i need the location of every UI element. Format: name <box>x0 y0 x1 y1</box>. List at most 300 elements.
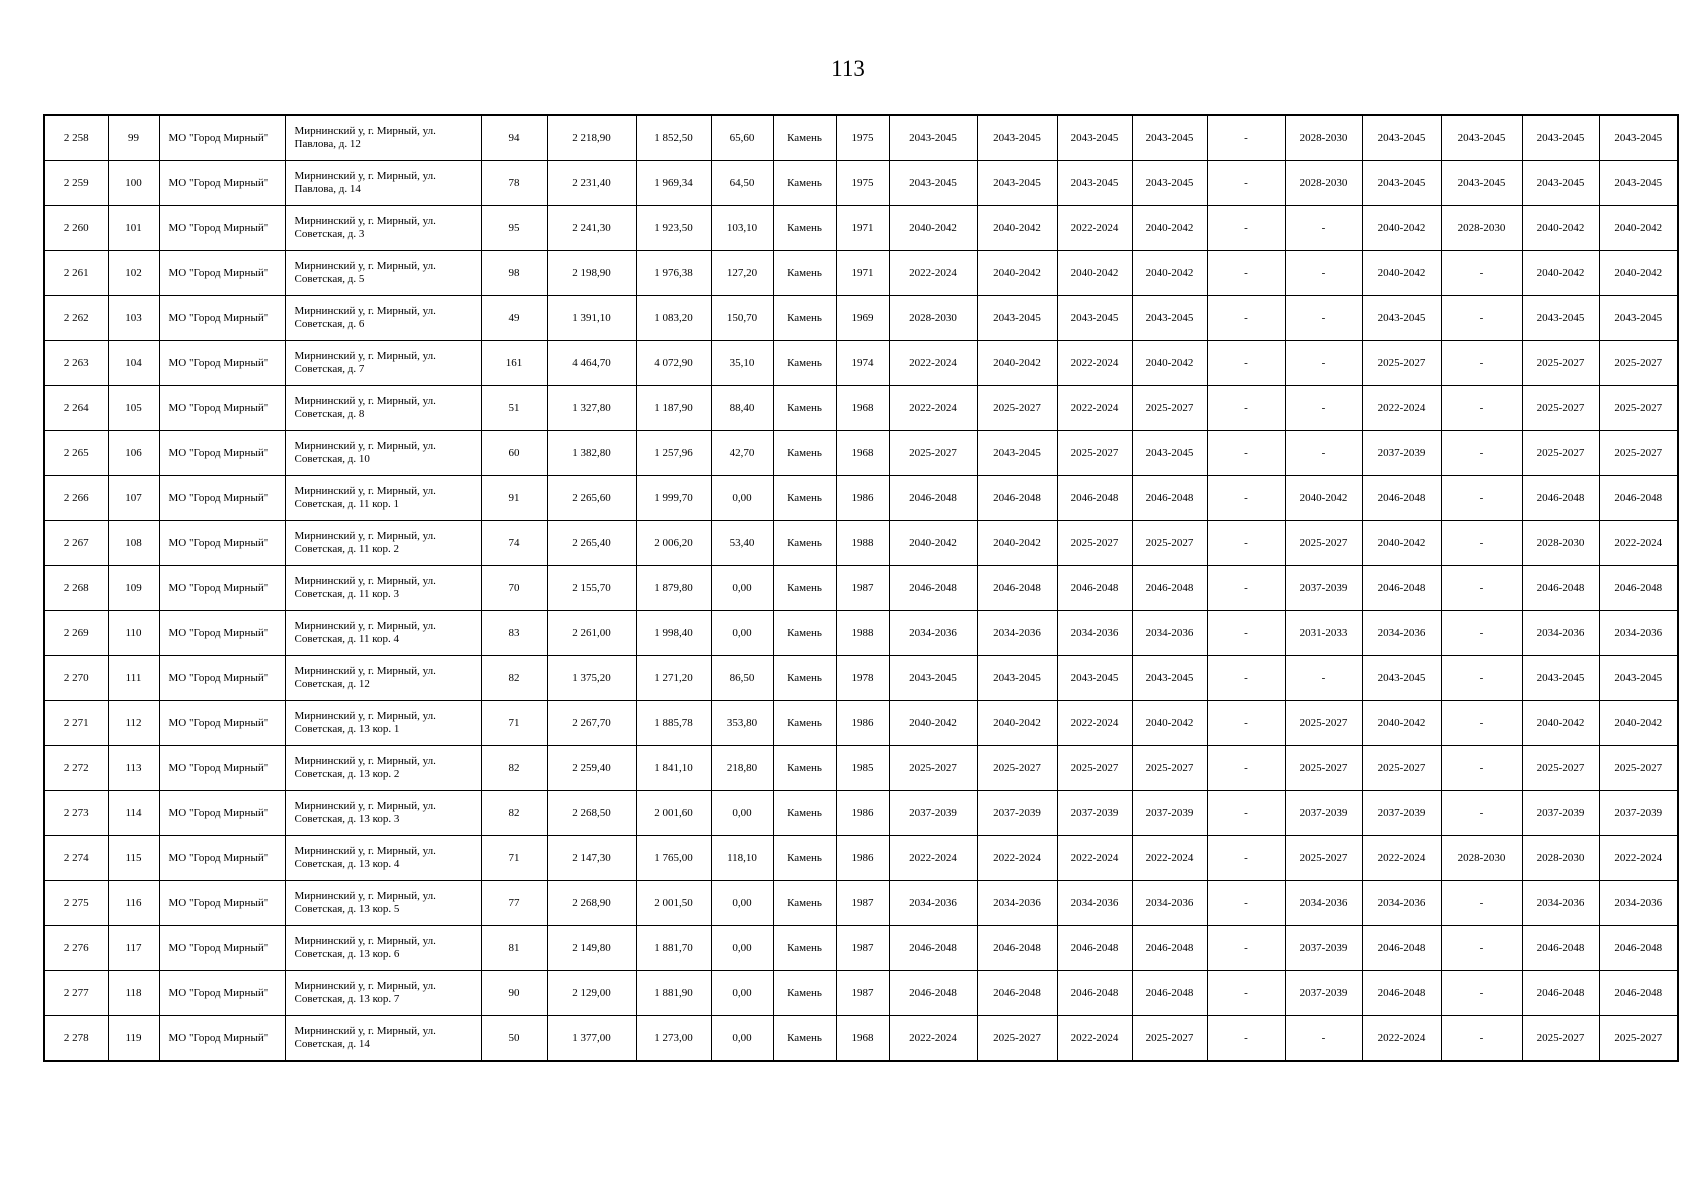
address-cell: Мирнинский у, г. Мирный, ул. Советская, д. 8 <box>285 386 481 431</box>
nonresidential-area-cell: 0,00 <box>711 926 773 971</box>
engineering-systems-period-cell: 2046-2048 <box>1132 926 1207 971</box>
address-cell: Мирнинский у, г. Мирный, ул. Павлова, д. 12 <box>285 115 481 161</box>
heat-metering-period-cell: - <box>1285 1016 1362 1062</box>
water-supply-period-cell: 2028-2030 <box>1522 836 1599 881</box>
foundation-repair-period-cell: 2043-2045 <box>1057 296 1132 341</box>
commissioning-year-cell: 1986 <box>836 791 889 836</box>
item-number-cell: 112 <box>108 701 159 746</box>
heat-metering-period-cell: - <box>1285 386 1362 431</box>
facade-repair-period-cell: 2025-2027 <box>977 746 1057 791</box>
residents-count-cell: 81 <box>481 926 547 971</box>
electrical-period-cell: 2034-2036 <box>1362 611 1441 656</box>
roof-repair-period-cell: 2028-2030 <box>889 296 977 341</box>
elevator-period-cell: - <box>1207 566 1285 611</box>
sewerage-period-cell: 2025-2027 <box>1599 1016 1678 1062</box>
total-area-cell: 2 267,70 <box>547 701 636 746</box>
facade-repair-period-cell: 2046-2048 <box>977 566 1057 611</box>
gas-period-cell: - <box>1441 971 1522 1016</box>
item-number-cell: 115 <box>108 836 159 881</box>
commissioning-year-cell: 1987 <box>836 971 889 1016</box>
total-area-cell: 2 149,80 <box>547 926 636 971</box>
registry-number-cell: 2 261 <box>44 251 108 296</box>
electrical-period-cell: 2043-2045 <box>1362 656 1441 701</box>
item-number-cell: 105 <box>108 386 159 431</box>
water-supply-period-cell: 2028-2030 <box>1522 521 1599 566</box>
nonresidential-area-cell: 88,40 <box>711 386 773 431</box>
commissioning-year-cell: 1986 <box>836 701 889 746</box>
gas-period-cell: - <box>1441 431 1522 476</box>
foundation-repair-period-cell: 2046-2048 <box>1057 926 1132 971</box>
residents-count-cell: 82 <box>481 656 547 701</box>
engineering-systems-period-cell: 2040-2042 <box>1132 206 1207 251</box>
wall-material-cell: Камень <box>773 341 836 386</box>
table-row <box>44 926 1678 971</box>
electrical-period-cell: 2046-2048 <box>1362 926 1441 971</box>
water-supply-period-cell: 2043-2045 <box>1522 656 1599 701</box>
engineering-systems-period-cell: 2046-2048 <box>1132 476 1207 521</box>
heat-metering-period-cell: - <box>1285 296 1362 341</box>
elevator-period-cell: - <box>1207 836 1285 881</box>
nonresidential-area-cell: 0,00 <box>711 611 773 656</box>
residents-count-cell: 71 <box>481 701 547 746</box>
sewerage-period-cell: 2040-2042 <box>1599 251 1678 296</box>
foundation-repair-period-cell: 2037-2039 <box>1057 791 1132 836</box>
residents-count-cell: 82 <box>481 791 547 836</box>
heat-metering-period-cell: 2037-2039 <box>1285 566 1362 611</box>
electrical-period-cell: 2022-2024 <box>1362 386 1441 431</box>
total-area-cell: 2 241,30 <box>547 206 636 251</box>
wall-material-cell: Камень <box>773 656 836 701</box>
registry-number-cell: 2 277 <box>44 971 108 1016</box>
commissioning-year-cell: 1968 <box>836 386 889 431</box>
registry-number-cell: 2 259 <box>44 161 108 206</box>
gas-period-cell: 2043-2045 <box>1441 161 1522 206</box>
table-row <box>44 611 1678 656</box>
heat-metering-period-cell: - <box>1285 206 1362 251</box>
nonresidential-area-cell: 118,10 <box>711 836 773 881</box>
registry-number-cell: 2 273 <box>44 791 108 836</box>
table-row <box>44 881 1678 926</box>
municipality-cell: МО "Город Мирный" <box>159 881 285 926</box>
total-area-cell: 2 198,90 <box>547 251 636 296</box>
heat-metering-period-cell: 2037-2039 <box>1285 926 1362 971</box>
sewerage-period-cell: 2043-2045 <box>1599 296 1678 341</box>
municipality-cell: МО "Город Мирный" <box>159 791 285 836</box>
total-area-cell: 2 268,90 <box>547 881 636 926</box>
residents-count-cell: 60 <box>481 431 547 476</box>
nonresidential-area-cell: 103,10 <box>711 206 773 251</box>
facade-repair-period-cell: 2046-2048 <box>977 476 1057 521</box>
water-supply-period-cell: 2025-2027 <box>1522 746 1599 791</box>
roof-repair-period-cell: 2040-2042 <box>889 206 977 251</box>
commissioning-year-cell: 1987 <box>836 881 889 926</box>
living-area-cell: 2 001,60 <box>636 791 711 836</box>
table-row <box>44 656 1678 701</box>
municipality-cell: МО "Город Мирный" <box>159 206 285 251</box>
residents-count-cell: 71 <box>481 836 547 881</box>
housing-register-table <box>43 114 1679 1062</box>
water-supply-period-cell: 2040-2042 <box>1522 701 1599 746</box>
roof-repair-period-cell: 2022-2024 <box>889 386 977 431</box>
roof-repair-period-cell: 2046-2048 <box>889 926 977 971</box>
foundation-repair-period-cell: 2040-2042 <box>1057 251 1132 296</box>
electrical-period-cell: 2046-2048 <box>1362 566 1441 611</box>
elevator-period-cell: - <box>1207 611 1285 656</box>
item-number-cell: 104 <box>108 341 159 386</box>
sewerage-period-cell: 2043-2045 <box>1599 115 1678 161</box>
sewerage-period-cell: 2046-2048 <box>1599 476 1678 521</box>
wall-material-cell: Камень <box>773 161 836 206</box>
commissioning-year-cell: 1987 <box>836 926 889 971</box>
living-area-cell: 1 257,96 <box>636 431 711 476</box>
gas-period-cell: - <box>1441 566 1522 611</box>
item-number-cell: 119 <box>108 1016 159 1062</box>
water-supply-period-cell: 2040-2042 <box>1522 251 1599 296</box>
item-number-cell: 114 <box>108 791 159 836</box>
wall-material-cell: Камень <box>773 386 836 431</box>
address-cell: Мирнинский у, г. Мирный, ул. Советская, д. 11 кор. 3 <box>285 566 481 611</box>
total-area-cell: 1 391,10 <box>547 296 636 341</box>
nonresidential-area-cell: 0,00 <box>711 1016 773 1062</box>
municipality-cell: МО "Город Мирный" <box>159 971 285 1016</box>
heat-metering-period-cell: 2037-2039 <box>1285 971 1362 1016</box>
living-area-cell: 1 852,50 <box>636 115 711 161</box>
nonresidential-area-cell: 42,70 <box>711 431 773 476</box>
registry-number-cell: 2 263 <box>44 341 108 386</box>
facade-repair-period-cell: 2037-2039 <box>977 791 1057 836</box>
registry-number-cell: 2 258 <box>44 115 108 161</box>
electrical-period-cell: 2034-2036 <box>1362 881 1441 926</box>
foundation-repair-period-cell: 2025-2027 <box>1057 521 1132 566</box>
living-area-cell: 1 879,80 <box>636 566 711 611</box>
elevator-period-cell: - <box>1207 386 1285 431</box>
address-cell: Мирнинский у, г. Мирный, ул. Советская, д. 13 кор. 3 <box>285 791 481 836</box>
address-cell: Мирнинский у, г. Мирный, ул. Советская, д. 13 кор. 6 <box>285 926 481 971</box>
wall-material-cell: Камень <box>773 476 836 521</box>
living-area-cell: 1 841,10 <box>636 746 711 791</box>
engineering-systems-period-cell: 2034-2036 <box>1132 881 1207 926</box>
sewerage-period-cell: 2022-2024 <box>1599 521 1678 566</box>
total-area-cell: 1 377,00 <box>547 1016 636 1062</box>
living-area-cell: 2 006,20 <box>636 521 711 566</box>
engineering-systems-period-cell: 2034-2036 <box>1132 611 1207 656</box>
item-number-cell: 106 <box>108 431 159 476</box>
electrical-period-cell: 2025-2027 <box>1362 341 1441 386</box>
elevator-period-cell: - <box>1207 656 1285 701</box>
living-area-cell: 1 885,78 <box>636 701 711 746</box>
sewerage-period-cell: 2025-2027 <box>1599 431 1678 476</box>
total-area-cell: 2 265,60 <box>547 476 636 521</box>
water-supply-period-cell: 2043-2045 <box>1522 296 1599 341</box>
roof-repair-period-cell: 2040-2042 <box>889 521 977 566</box>
facade-repair-period-cell: 2043-2045 <box>977 115 1057 161</box>
item-number-cell: 107 <box>108 476 159 521</box>
facade-repair-period-cell: 2040-2042 <box>977 206 1057 251</box>
wall-material-cell: Камень <box>773 296 836 341</box>
elevator-period-cell: - <box>1207 206 1285 251</box>
total-area-cell: 1 382,80 <box>547 431 636 476</box>
heat-metering-period-cell: 2025-2027 <box>1285 746 1362 791</box>
facade-repair-period-cell: 2025-2027 <box>977 1016 1057 1062</box>
wall-material-cell: Камень <box>773 881 836 926</box>
elevator-period-cell: - <box>1207 881 1285 926</box>
address-cell: Мирнинский у, г. Мирный, ул. Советская, д. 11 кор. 4 <box>285 611 481 656</box>
heat-metering-period-cell: - <box>1285 251 1362 296</box>
roof-repair-period-cell: 2046-2048 <box>889 476 977 521</box>
engineering-systems-period-cell: 2043-2045 <box>1132 656 1207 701</box>
roof-repair-period-cell: 2034-2036 <box>889 881 977 926</box>
gas-period-cell: - <box>1441 386 1522 431</box>
table-row <box>44 566 1678 611</box>
gas-period-cell: - <box>1441 881 1522 926</box>
address-cell: Мирнинский у, г. Мирный, ул. Советская, д. 11 кор. 1 <box>285 476 481 521</box>
table-row <box>44 386 1678 431</box>
facade-repair-period-cell: 2034-2036 <box>977 611 1057 656</box>
commissioning-year-cell: 1969 <box>836 296 889 341</box>
electrical-period-cell: 2040-2042 <box>1362 701 1441 746</box>
heat-metering-period-cell: 2025-2027 <box>1285 836 1362 881</box>
heat-metering-period-cell: - <box>1285 341 1362 386</box>
nonresidential-area-cell: 0,00 <box>711 476 773 521</box>
table-row <box>44 431 1678 476</box>
engineering-systems-period-cell: 2022-2024 <box>1132 836 1207 881</box>
address-cell: Мирнинский у, г. Мирный, ул. Советская, д. 12 <box>285 656 481 701</box>
total-area-cell: 2 259,40 <box>547 746 636 791</box>
wall-material-cell: Камень <box>773 611 836 656</box>
table-row <box>44 115 1678 161</box>
living-area-cell: 1 083,20 <box>636 296 711 341</box>
facade-repair-period-cell: 2043-2045 <box>977 656 1057 701</box>
foundation-repair-period-cell: 2022-2024 <box>1057 341 1132 386</box>
gas-period-cell: - <box>1441 791 1522 836</box>
engineering-systems-period-cell: 2043-2045 <box>1132 115 1207 161</box>
commissioning-year-cell: 1987 <box>836 566 889 611</box>
gas-period-cell: - <box>1441 701 1522 746</box>
residents-count-cell: 82 <box>481 746 547 791</box>
gas-period-cell: - <box>1441 1016 1522 1062</box>
item-number-cell: 118 <box>108 971 159 1016</box>
commissioning-year-cell: 1971 <box>836 251 889 296</box>
residents-count-cell: 50 <box>481 1016 547 1062</box>
nonresidential-area-cell: 127,20 <box>711 251 773 296</box>
table-row <box>44 521 1678 566</box>
foundation-repair-period-cell: 2022-2024 <box>1057 1016 1132 1062</box>
living-area-cell: 1 999,70 <box>636 476 711 521</box>
residents-count-cell: 161 <box>481 341 547 386</box>
municipality-cell: МО "Город Мирный" <box>159 341 285 386</box>
total-area-cell: 2 231,40 <box>547 161 636 206</box>
wall-material-cell: Камень <box>773 791 836 836</box>
elevator-period-cell: - <box>1207 1016 1285 1062</box>
address-cell: Мирнинский у, г. Мирный, ул. Советская, д. 13 кор. 4 <box>285 836 481 881</box>
registry-number-cell: 2 270 <box>44 656 108 701</box>
residents-count-cell: 70 <box>481 566 547 611</box>
registry-number-cell: 2 271 <box>44 701 108 746</box>
registry-number-cell: 2 264 <box>44 386 108 431</box>
elevator-period-cell: - <box>1207 521 1285 566</box>
engineering-systems-period-cell: 2025-2027 <box>1132 1016 1207 1062</box>
sewerage-period-cell: 2034-2036 <box>1599 611 1678 656</box>
nonresidential-area-cell: 0,00 <box>711 971 773 1016</box>
residents-count-cell: 51 <box>481 386 547 431</box>
item-number-cell: 113 <box>108 746 159 791</box>
address-cell: Мирнинский у, г. Мирный, ул. Советская, д. 3 <box>285 206 481 251</box>
facade-repair-period-cell: 2040-2042 <box>977 701 1057 746</box>
residents-count-cell: 78 <box>481 161 547 206</box>
table-body <box>44 115 1678 1061</box>
page-number: 113 <box>831 56 865 81</box>
nonresidential-area-cell: 64,50 <box>711 161 773 206</box>
address-cell: Мирнинский у, г. Мирный, ул. Советская, д. 13 кор. 5 <box>285 881 481 926</box>
municipality-cell: МО "Город Мирный" <box>159 476 285 521</box>
living-area-cell: 1 273,00 <box>636 1016 711 1062</box>
sewerage-period-cell: 2040-2042 <box>1599 206 1678 251</box>
heat-metering-period-cell: 2037-2039 <box>1285 791 1362 836</box>
gas-period-cell: 2043-2045 <box>1441 115 1522 161</box>
sewerage-period-cell: 2046-2048 <box>1599 566 1678 611</box>
total-area-cell: 2 261,00 <box>547 611 636 656</box>
living-area-cell: 4 072,90 <box>636 341 711 386</box>
residents-count-cell: 77 <box>481 881 547 926</box>
elevator-period-cell: - <box>1207 296 1285 341</box>
commissioning-year-cell: 1968 <box>836 431 889 476</box>
roof-repair-period-cell: 2043-2045 <box>889 656 977 701</box>
item-number-cell: 102 <box>108 251 159 296</box>
facade-repair-period-cell: 2043-2045 <box>977 161 1057 206</box>
facade-repair-period-cell: 2040-2042 <box>977 521 1057 566</box>
water-supply-period-cell: 2043-2045 <box>1522 161 1599 206</box>
municipality-cell: МО "Город Мирный" <box>159 521 285 566</box>
roof-repair-period-cell: 2022-2024 <box>889 1016 977 1062</box>
municipality-cell: МО "Город Мирный" <box>159 566 285 611</box>
facade-repair-period-cell: 2043-2045 <box>977 431 1057 476</box>
item-number-cell: 103 <box>108 296 159 341</box>
roof-repair-period-cell: 2034-2036 <box>889 611 977 656</box>
elevator-period-cell: - <box>1207 251 1285 296</box>
nonresidential-area-cell: 0,00 <box>711 566 773 611</box>
municipality-cell: МО "Город Мирный" <box>159 836 285 881</box>
water-supply-period-cell: 2034-2036 <box>1522 881 1599 926</box>
living-area-cell: 1 881,90 <box>636 971 711 1016</box>
electrical-period-cell: 2040-2042 <box>1362 206 1441 251</box>
living-area-cell: 1 765,00 <box>636 836 711 881</box>
roof-repair-period-cell: 2043-2045 <box>889 115 977 161</box>
heat-metering-period-cell: 2028-2030 <box>1285 115 1362 161</box>
total-area-cell: 2 129,00 <box>547 971 636 1016</box>
living-area-cell: 1 976,38 <box>636 251 711 296</box>
roof-repair-period-cell: 2022-2024 <box>889 341 977 386</box>
nonresidential-area-cell: 353,80 <box>711 701 773 746</box>
table-row <box>44 296 1678 341</box>
address-cell: Мирнинский у, г. Мирный, ул. Советская, д. 10 <box>285 431 481 476</box>
total-area-cell: 4 464,70 <box>547 341 636 386</box>
elevator-period-cell: - <box>1207 926 1285 971</box>
wall-material-cell: Камень <box>773 431 836 476</box>
electrical-period-cell: 2040-2042 <box>1362 251 1441 296</box>
table-row <box>44 206 1678 251</box>
roof-repair-period-cell: 2043-2045 <box>889 161 977 206</box>
residents-count-cell: 91 <box>481 476 547 521</box>
commissioning-year-cell: 1986 <box>836 476 889 521</box>
gas-period-cell: - <box>1441 341 1522 386</box>
electrical-period-cell: 2043-2045 <box>1362 161 1441 206</box>
table-row <box>44 971 1678 1016</box>
item-number-cell: 108 <box>108 521 159 566</box>
table-row <box>44 341 1678 386</box>
wall-material-cell: Камень <box>773 206 836 251</box>
total-area-cell: 1 375,20 <box>547 656 636 701</box>
facade-repair-period-cell: 2046-2048 <box>977 926 1057 971</box>
elevator-period-cell: - <box>1207 476 1285 521</box>
engineering-systems-period-cell: 2025-2027 <box>1132 386 1207 431</box>
registry-number-cell: 2 278 <box>44 1016 108 1062</box>
table-row <box>44 701 1678 746</box>
electrical-period-cell: 2046-2048 <box>1362 971 1441 1016</box>
facade-repair-period-cell: 2046-2048 <box>977 971 1057 1016</box>
living-area-cell: 1 969,34 <box>636 161 711 206</box>
heat-metering-period-cell: - <box>1285 656 1362 701</box>
nonresidential-area-cell: 0,00 <box>711 881 773 926</box>
municipality-cell: МО "Город Мирный" <box>159 251 285 296</box>
water-supply-period-cell: 2046-2048 <box>1522 476 1599 521</box>
address-cell: Мирнинский у, г. Мирный, ул. Павлова, д. 14 <box>285 161 481 206</box>
municipality-cell: МО "Город Мирный" <box>159 431 285 476</box>
water-supply-period-cell: 2046-2048 <box>1522 926 1599 971</box>
registry-number-cell: 2 265 <box>44 431 108 476</box>
heat-metering-period-cell: 2031-2033 <box>1285 611 1362 656</box>
gas-period-cell: - <box>1441 746 1522 791</box>
nonresidential-area-cell: 150,70 <box>711 296 773 341</box>
foundation-repair-period-cell: 2043-2045 <box>1057 656 1132 701</box>
sewerage-period-cell: 2025-2027 <box>1599 341 1678 386</box>
roof-repair-period-cell: 2046-2048 <box>889 566 977 611</box>
nonresidential-area-cell: 0,00 <box>711 791 773 836</box>
electrical-period-cell: 2046-2048 <box>1362 476 1441 521</box>
foundation-repair-period-cell: 2034-2036 <box>1057 881 1132 926</box>
gas-period-cell: - <box>1441 251 1522 296</box>
commissioning-year-cell: 1968 <box>836 1016 889 1062</box>
engineering-systems-period-cell: 2043-2045 <box>1132 161 1207 206</box>
wall-material-cell: Камень <box>773 566 836 611</box>
roof-repair-period-cell: 2046-2048 <box>889 971 977 1016</box>
commissioning-year-cell: 1975 <box>836 115 889 161</box>
address-cell: Мирнинский у, г. Мирный, ул. Советская, д. 11 кор. 2 <box>285 521 481 566</box>
commissioning-year-cell: 1988 <box>836 611 889 656</box>
water-supply-period-cell: 2046-2048 <box>1522 971 1599 1016</box>
municipality-cell: МО "Город Мирный" <box>159 161 285 206</box>
electrical-period-cell: 2040-2042 <box>1362 521 1441 566</box>
sewerage-period-cell: 2046-2048 <box>1599 971 1678 1016</box>
item-number-cell: 116 <box>108 881 159 926</box>
electrical-period-cell: 2022-2024 <box>1362 836 1441 881</box>
table-row <box>44 161 1678 206</box>
foundation-repair-period-cell: 2022-2024 <box>1057 386 1132 431</box>
elevator-period-cell: - <box>1207 791 1285 836</box>
water-supply-period-cell: 2025-2027 <box>1522 1016 1599 1062</box>
registry-number-cell: 2 267 <box>44 521 108 566</box>
foundation-repair-period-cell: 2046-2048 <box>1057 566 1132 611</box>
facade-repair-period-cell: 2022-2024 <box>977 836 1057 881</box>
total-area-cell: 2 265,40 <box>547 521 636 566</box>
water-supply-period-cell: 2034-2036 <box>1522 611 1599 656</box>
water-supply-period-cell: 2037-2039 <box>1522 791 1599 836</box>
total-area-cell: 2 268,50 <box>547 791 636 836</box>
residents-count-cell: 90 <box>481 971 547 1016</box>
registry-number-cell: 2 260 <box>44 206 108 251</box>
gas-period-cell: 2028-2030 <box>1441 206 1522 251</box>
living-area-cell: 1 271,20 <box>636 656 711 701</box>
elevator-period-cell: - <box>1207 431 1285 476</box>
